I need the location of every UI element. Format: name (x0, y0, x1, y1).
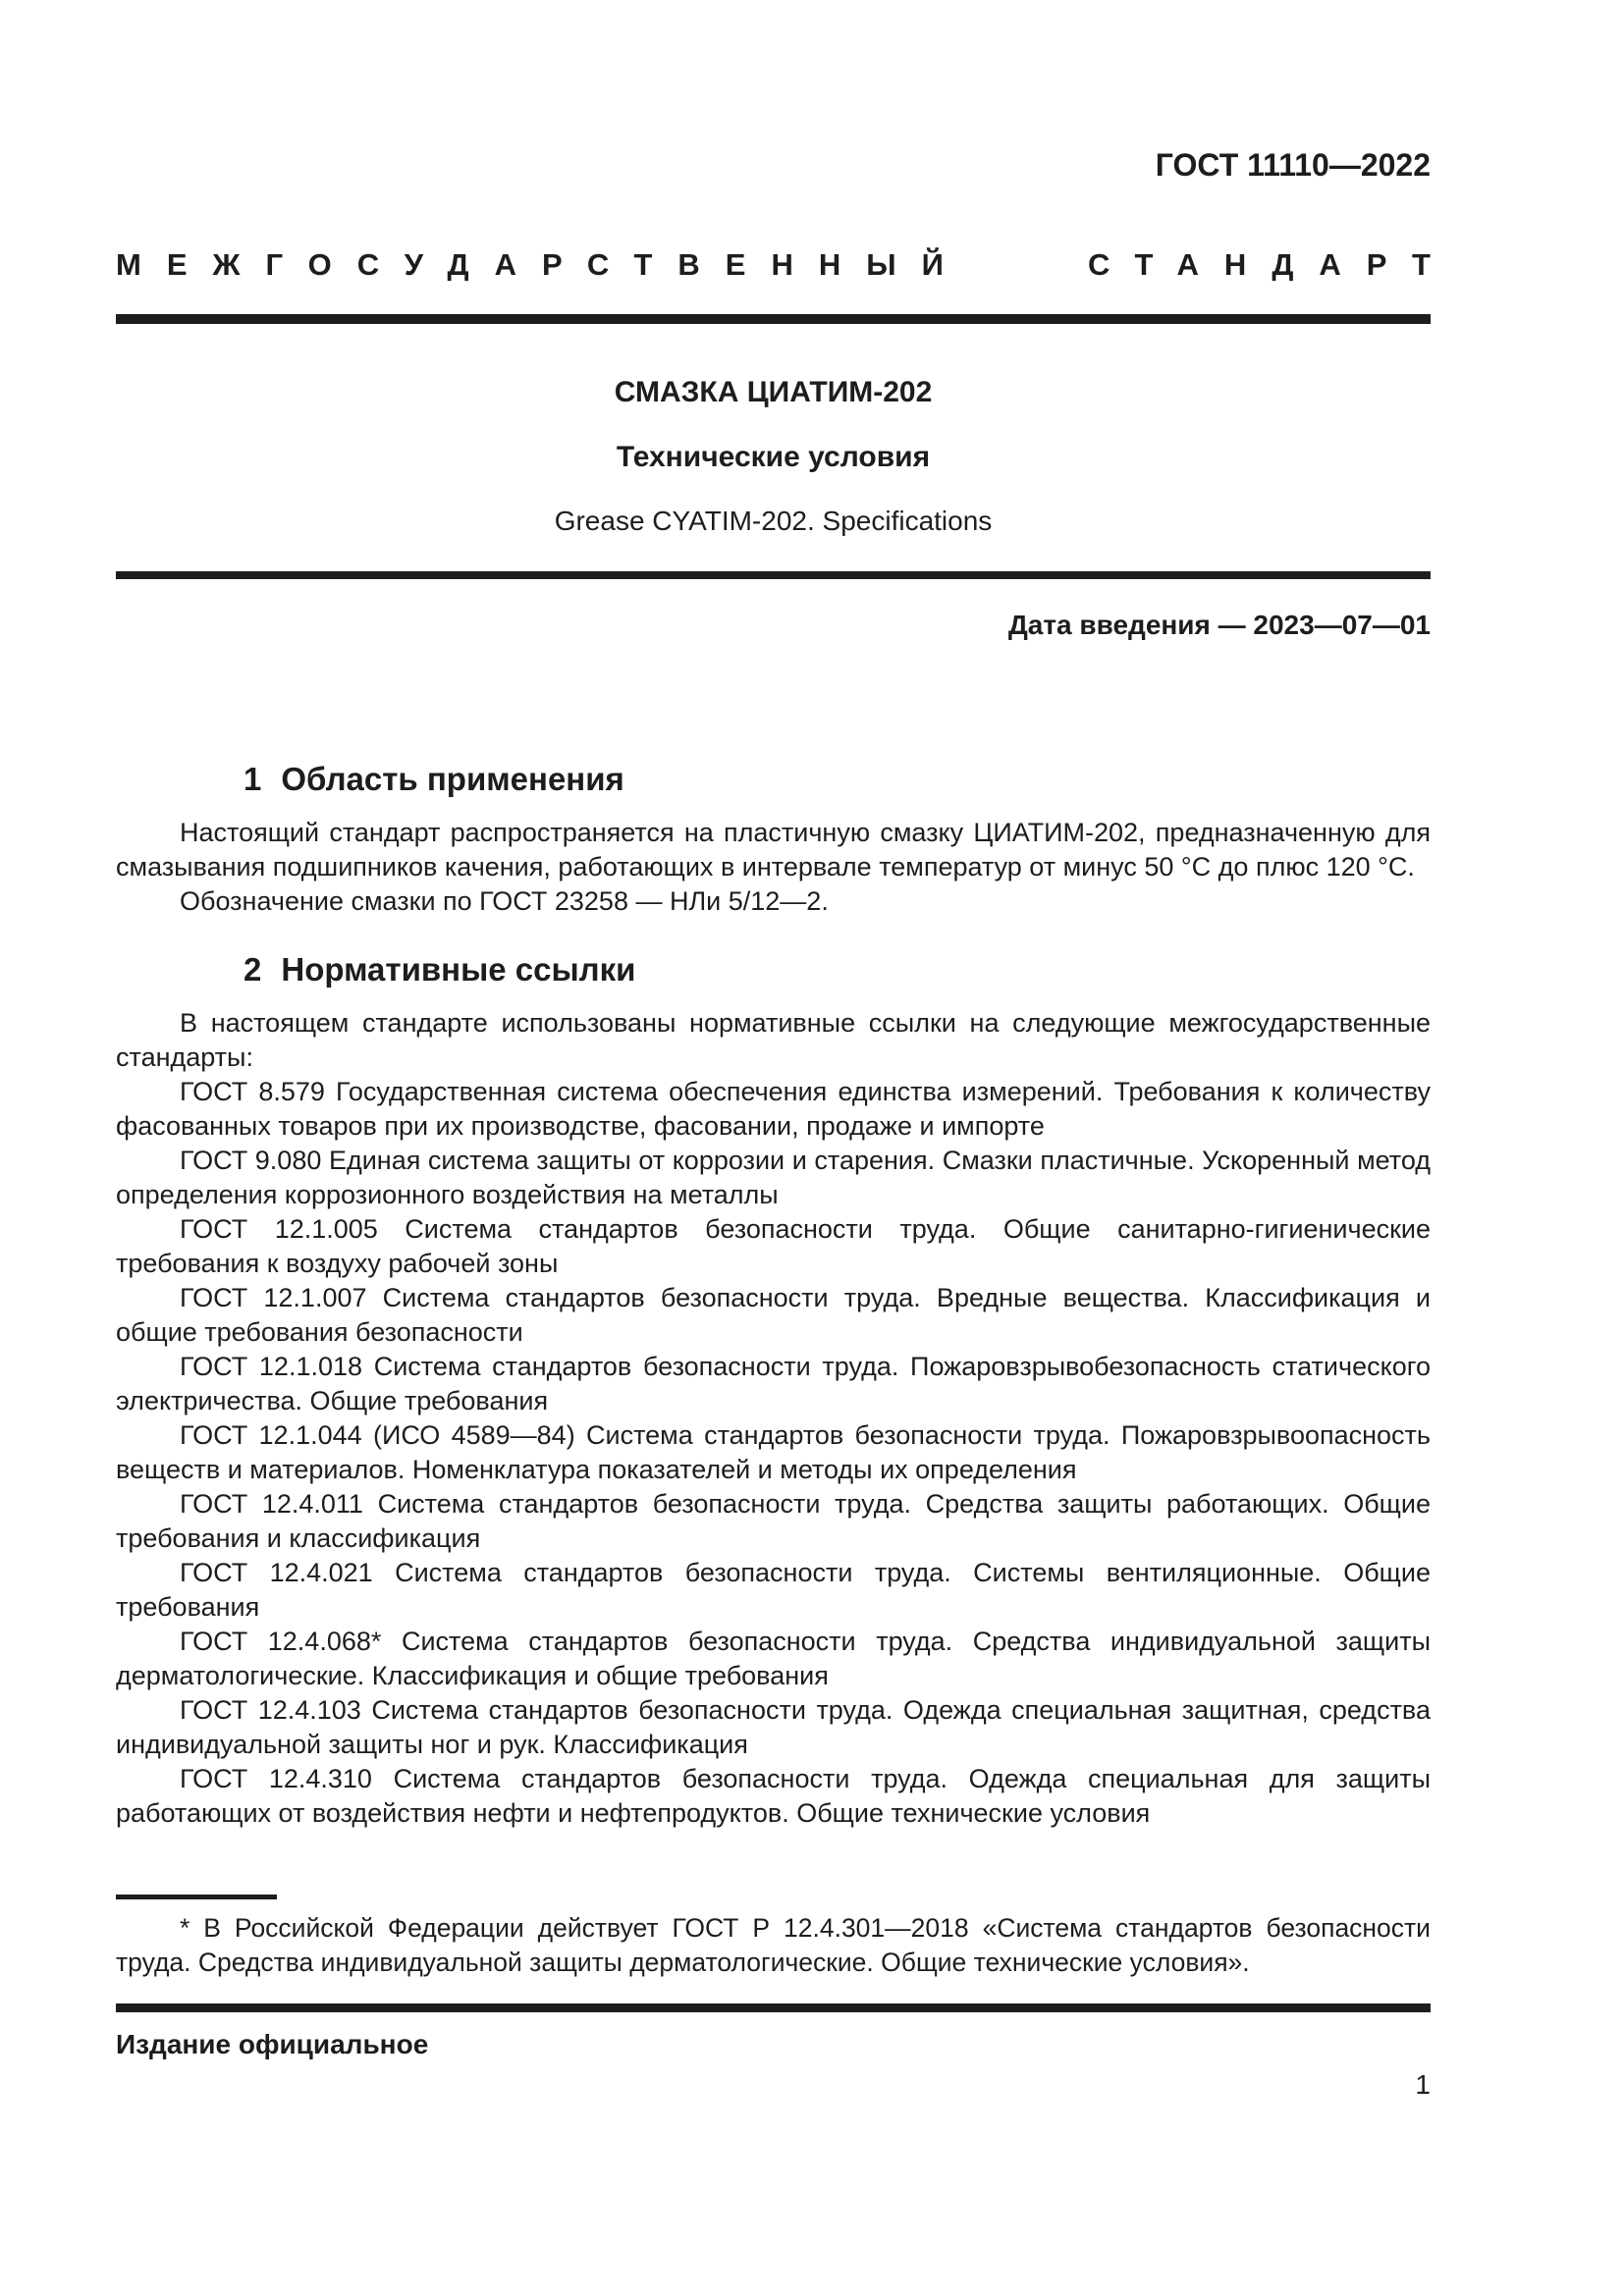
footnote-text: * В Российской Федерации действует ГОСТ Р 12.4.301—2018 «Система стандартов безопасности труда. Средства индивидуальной защиты дерматологические. Общие технические условия». (116, 1913, 1431, 1977)
section-heading (116, 948, 1431, 991)
reference-item: ГОСТ 12.1.007 Система стандартов безопасности труда. Вредные вещества. Классификация и общие требования безопасности (116, 1283, 1431, 1347)
effective-date: Дата введения — 2023—07—01 (1007, 610, 1431, 640)
reference-item: ГОСТ 12.1.044 (ИСО 4589—84) Система стандартов безопасности труда. Пожаровзрывоопасность веществ и материалов. Номенклатура показателей и методы их определения (116, 1420, 1431, 1484)
page-number: 1 (1415, 2069, 1431, 2100)
footnote-divider (116, 1895, 277, 1899)
section-number: 2 (244, 951, 262, 988)
reference-item: ГОСТ 12.4.068* Система стандартов безопасности труда. Средства индивидуальной защиты дерматологические. Классификация и общие требования (116, 1627, 1431, 1690)
reference-item: ГОСТ 12.4.011 Система стандартов безопасности труда. Средства защиты работающих. Общие требования и классификация (116, 1489, 1431, 1553)
section-number: 1 (244, 761, 262, 797)
paragraph: В настоящем стандарте использованы нормативные ссылки на следующие межгосударственные стандарты: (116, 1008, 1431, 1072)
doc-number: ГОСТ 11110—2022 (1155, 147, 1431, 183)
reference-item: ГОСТ 12.4.021 Система стандартов безопасности труда. Системы вентиляционные. Общие требования (116, 1558, 1431, 1622)
footnote-block (116, 1895, 1431, 1980)
divider-under-banner (116, 314, 1431, 324)
reference-item: ГОСТ 12.4.310 Система стандартов безопасности труда. Одежда специальная для защиты работающих от воздействия нефти и нефтепродуктов. Общие технические условия (116, 1764, 1431, 1828)
section-heading (116, 758, 1431, 801)
reference-item: ГОСТ 12.4.103 Система стандартов безопасности труда. Одежда специальная защитная, средства индивидуальной защиты ног и рук. Классификация (116, 1695, 1431, 1759)
reference-item: ГОСТ 12.1.005 Система стандартов безопасности труда. Общие санитарно-гигиенические требования к воздуху рабочей зоны (116, 1214, 1431, 1278)
document-title: СМАЗКА ЦИАТИМ-202 (614, 376, 933, 408)
title-block (116, 373, 1431, 540)
document-title-english: Grease CYATIM-202. Specifications (554, 506, 993, 536)
section-title: Нормативные ссылки (281, 951, 636, 988)
paragraph: Обозначение смазки по ГОСТ 23258 — НЛи 5/12—2. (180, 886, 829, 916)
divider-bottom (116, 2003, 1431, 2012)
document-subtitle: Технические условия (616, 441, 931, 473)
section-scope (116, 758, 1431, 919)
section-title: Область применения (281, 761, 624, 797)
divider-under-title (116, 571, 1431, 579)
reference-item: ГОСТ 9.080 Единая система защиты от коррозии и старения. Смазки пластичные. Ускоренный метод определения коррозионного воздействия на металлы (116, 1146, 1431, 1209)
standard-type-banner: МЕЖГОСУДАРСТВЕННЫЙ СТАНДАРТ (116, 247, 1456, 282)
section-normative-references (116, 948, 1431, 1831)
paragraph: Настоящий стандарт распространяется на пластичную смазку ЦИАТИМ-202, предназначенную для смазывания подшипников качения, работающих в интервале температур от минус 50 °С до плюс 120 °С. (116, 818, 1431, 881)
edition-note: Издание официальное (116, 2029, 429, 2059)
reference-item: ГОСТ 12.1.018 Система стандартов безопасности труда. Пожаровзрывобезопасность статического электричества. Общие требования (116, 1352, 1431, 1415)
reference-item: ГОСТ 8.579 Государственная система обеспечения единства измерений. Требования к количеству фасованных товаров при их производстве, фасовании, продаже и импорте (116, 1077, 1431, 1141)
